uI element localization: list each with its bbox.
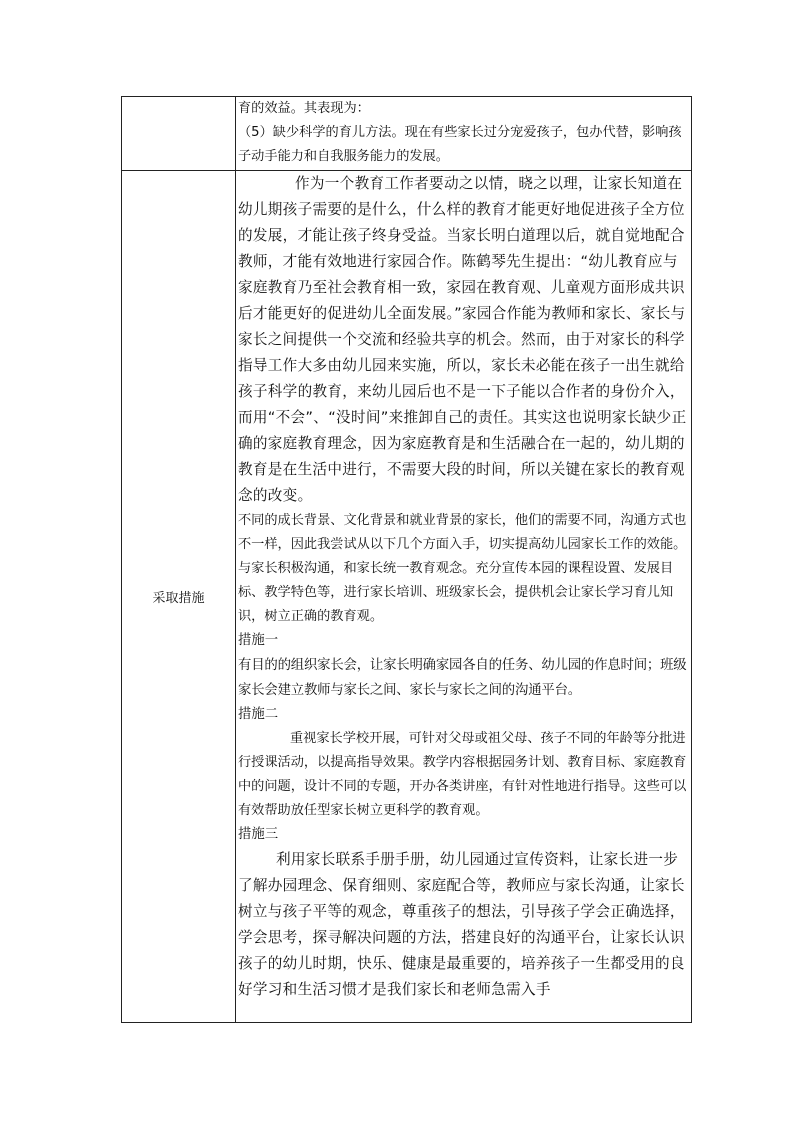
- measure-1-title: 措施一: [238, 633, 279, 648]
- measures-label: 采取措施: [122, 171, 236, 1023]
- measure-1-text: 有目的的组织家长会，让家长明确家园各自的任务、幼儿园的作息时间；班级家长会建立教师与家长之间、家长与家长之间的沟通平台。: [238, 658, 687, 698]
- row1-content-cell: [236, 97, 692, 171]
- table-row-effect: [122, 97, 692, 171]
- table-row-measures: [122, 171, 692, 1023]
- background-paragraph: 不同的成长背景、文化背景和就业背景的家长，他们的需要不同，沟通方式也不一样，因此我尝试从以下几个方面入手，切实提高幼儿园家长工作的效能。: [238, 513, 687, 552]
- communication-paragraph: 与家长积极沟通，和家长统一教育观念。充分宣传本园的课程设置、发展目标、教学特色等，进行家长培训、班级家长会，提供机会让家长学习育儿知识，树立正确的教育观。: [238, 561, 674, 624]
- row1-paragraph-2: （5）缺少科学的育儿方法。现在有些家长过分宠爱孩子，包办代替，影响孩子动手能力和自我服务能力的发展。: [238, 125, 682, 164]
- measure-3-text: 利用家长联系手册手册，幼儿园通过宣传资料，让家长进一步了解办园理念、保育细则、家庭配合等，教师应与家长沟通，让家长树立与孩子平等的观念，尊重孩子的想法，引导孩子学会正确选择，学会思考，探寻解决问题的方法，搭建良好的沟通平台，让家长认识孩子的幼儿时期，快乐、健康是最重要的，培养孩子一生都受用的良好学习和生活习惯才是我们家长和老师急需入手: [238, 851, 685, 998]
- measure-2-text: 重视家长学校开展，可针对父母或祖父母、孩子不同的年龄等分批进行授课活动，以提高指导效果。教学内容根据园务计划、教育目标、家庭教育中的问题，设计不同的专题，开办各类讲座，有针对性地进行指导。这些可以有效帮助放任型家长树立更科学的教育观。: [238, 731, 687, 818]
- measure-3-title: 措施三: [238, 827, 279, 842]
- measures-table: [121, 96, 692, 1023]
- row1-paragraph-1: 育的效益。其表现为：: [238, 101, 370, 116]
- intro-paragraph: 作为一个教育工作者要动之以情，晓之以理，让家长知道在幼儿期孩子需要的是什么，什么样的教育才能更好地促进孩子全方位的发展，才能让孩子终身受益。当家长明白道理以后，就自觉地配合教师，才能有效地进行家园合作。陈鹤琴先生提出：“幼儿教育应与家庭教育乃至社会教育相一致，家园在教育观、儿童观方面形成共识后才能更好的促进幼儿全面发展。”家园合作能为教师和家长、家长与家长之间提供一个交流和经验共享的机会。然而，由于对家长的科学指导工作大多由幼儿园来实施，所以，家长未必能在孩子一出生就给孩子科学的教育，来幼儿园后也不是一下子能以合作者的身份介入，而用“不会”、“没时间”来推卸自己的责任。其实这也说明家长缺少正确的家庭教育理念，因为家庭教育是和生活融合在一起的，幼儿期的教育是在生活中进行，不需要大段的时间，所以关键在家长的教育观念的改变。: [238, 175, 687, 504]
- row1-label-cell: [122, 97, 236, 171]
- measures-content-cell: [236, 171, 692, 1023]
- measure-2-title: 措施二: [238, 707, 279, 722]
